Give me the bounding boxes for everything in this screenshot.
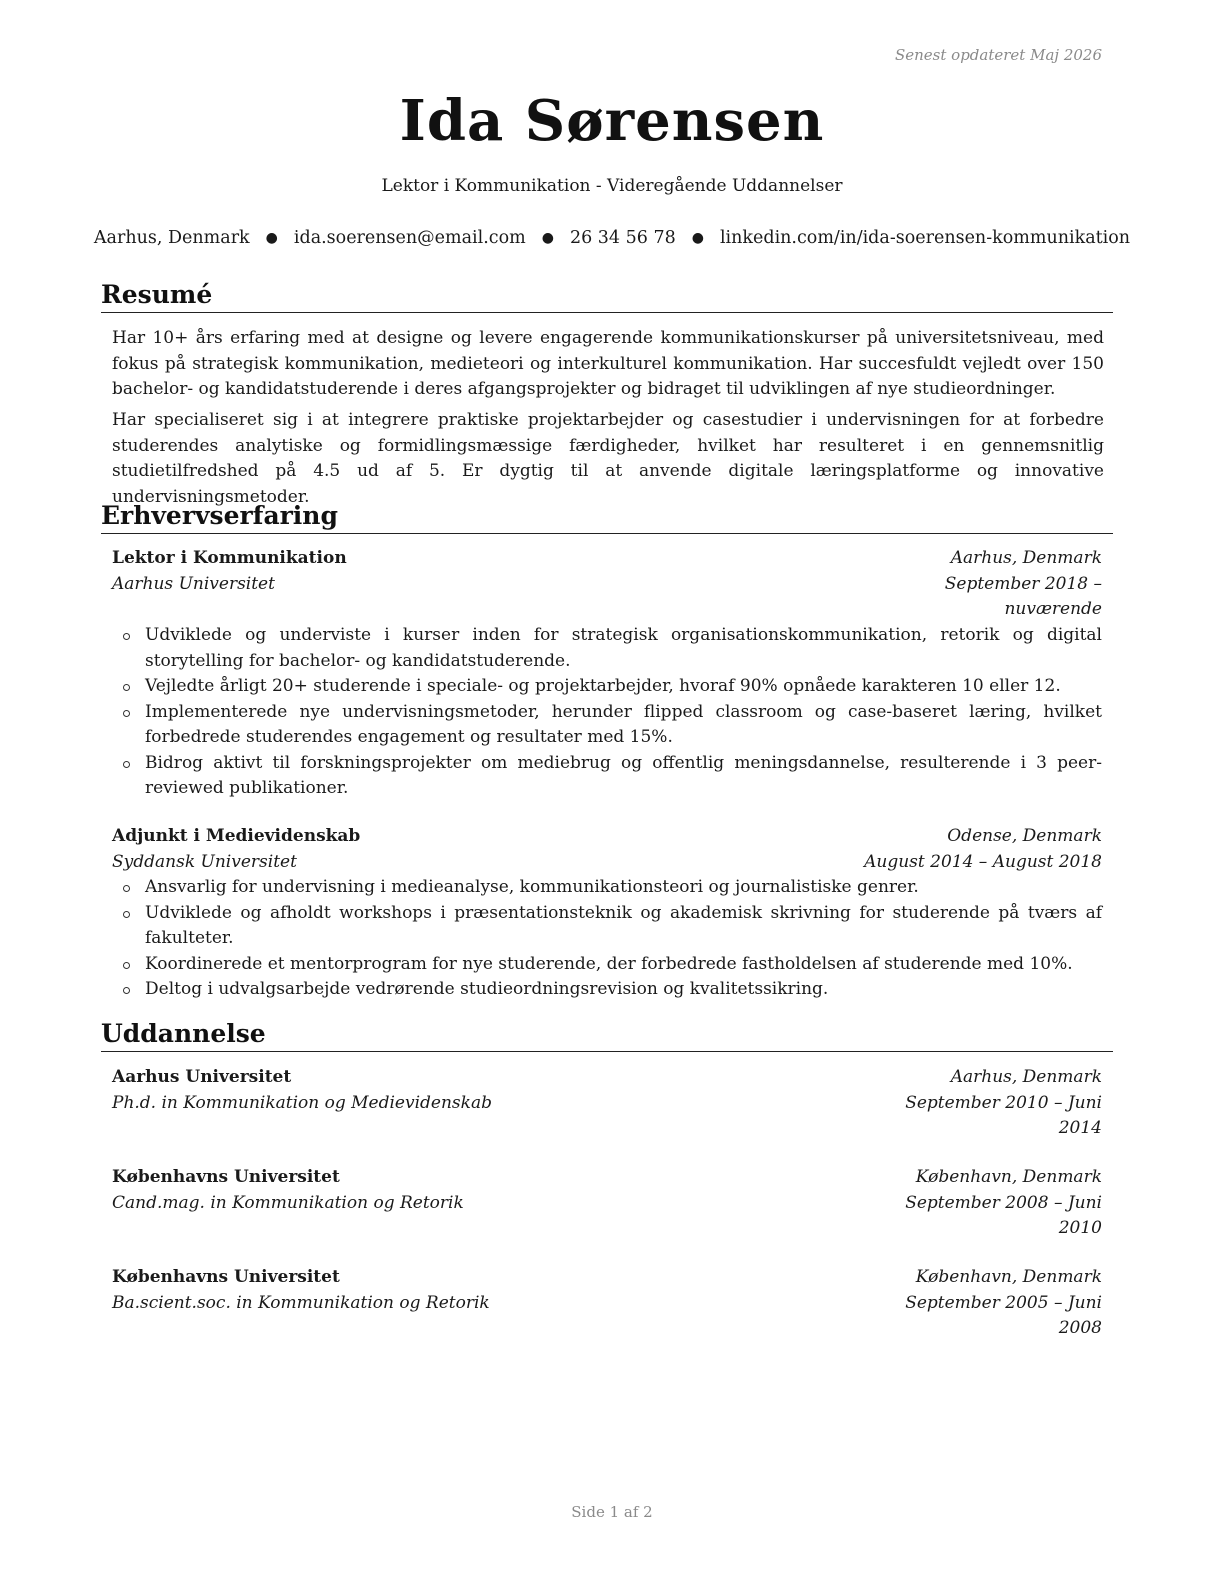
summary-paragraph: Har specialiseret sig i at integrere praktiske projektarbejder og casestudier i undervisningen for at forbedre studerendes analytiske og formidlingsmæssige færdigheder, hvilket har resulteret i en gennemsnitlig studietilfredshed på 4.5 ud af 5. Er dygtig til at anvende digitale læringsplatforme og innovative undervisningsmetoder. xyxy=(112,410,1104,507)
education-degree: Cand.mag. in Kommunikation og Retorik xyxy=(112,1192,464,1213)
section-title-summary: Resumé xyxy=(101,280,1113,313)
separator-dot-icon: ● xyxy=(691,230,704,246)
job-role: Adjunkt i Medievidenskab xyxy=(112,826,361,846)
list-item: Deltog i udvalgsarbejde vedrørende studieordningsrevision og kvalitetssikring. xyxy=(112,977,1102,1003)
section-title-education: Uddannelse xyxy=(101,1019,1113,1052)
page-number: Side 1 af 2 xyxy=(571,1503,653,1521)
education-entry xyxy=(112,1265,1102,1342)
job-bullet-list xyxy=(112,623,1102,802)
job-role: Lektor i Kommunikation xyxy=(112,548,347,568)
summary-paragraph: Har 10+ års erfaring med at designe og levere engagerende kommunikationskurser på universitetsniveau, med fokus på strategisk kommunikation, medieteori og interkulturel kommunikation. Har succesfuldt vejledt over 150 bachelor- og kandidatstuderende i deres afgangsprojekter og bidraget til udviklingen af nye studieordninger. xyxy=(112,328,1104,399)
job-employer: Aarhus Universitet xyxy=(112,573,275,594)
last-updated: Senest opdateret Maj 2026 xyxy=(894,46,1102,64)
education-dates: September 2010 – Juni 2014 xyxy=(905,1092,1102,1138)
job-dates: August 2014 – August 2018 xyxy=(864,851,1102,872)
list-item: Vejledte årligt 20+ studerende i speciale- og projektarbejder, hvoraf 90% opnåede karakteren 10 eller 12. xyxy=(112,674,1102,700)
education-location: København, Denmark xyxy=(915,1167,1102,1187)
list-item: Ansvarlig for undervisning i medieanalyse, kommunikationsteori og journalistiske genrer. xyxy=(112,875,1102,901)
job-employer: Syddansk Universitet xyxy=(112,851,297,872)
job-location: Odense, Denmark xyxy=(947,826,1102,846)
education-degree: Ph.d. in Kommunikation og Medievidenskab xyxy=(112,1092,492,1113)
education-entry xyxy=(112,1065,1102,1142)
education-school: Københavns Universitet xyxy=(112,1267,340,1287)
job-bullet-list xyxy=(112,875,1102,1003)
job-entry xyxy=(112,546,1102,623)
education-location: Aarhus, Denmark xyxy=(950,1067,1102,1087)
education-school: Aarhus Universitet xyxy=(112,1067,292,1087)
contact-phone: 26 34 56 78 xyxy=(569,228,676,248)
contact-location: Aarhus, Denmark xyxy=(93,228,250,248)
education-school: Københavns Universitet xyxy=(112,1167,340,1187)
job-entry xyxy=(112,824,1102,875)
list-item: Bidrog aktivt til forskningsprojekter om mediebrug og offentlig meningsdannelse, resulterende i 3 peer-reviewed publikationer. xyxy=(112,751,1102,802)
education-location: København, Denmark xyxy=(915,1267,1102,1287)
list-item: Implementerede nye undervisningsmetoder, herunder flipped classroom og case-baseret læring, hvilket forbedrede studerendes engagement og resultater med 15%. xyxy=(112,700,1102,751)
education-dates: September 2008 – Juni 2010 xyxy=(905,1192,1102,1238)
contact-line xyxy=(0,228,1224,248)
section-title-experience: Erhvervserfaring xyxy=(101,501,1113,534)
education-dates: September 2005 – Juni 2008 xyxy=(905,1292,1102,1338)
list-item: Udviklede og underviste i kurser inden for strategisk organisationskommunikation, retorik og digital storytelling for bachelor- og kandidatstuderende. xyxy=(112,623,1102,674)
separator-dot-icon: ● xyxy=(265,230,278,246)
job-dates: September 2018 – nuværende xyxy=(944,573,1102,619)
candidate-name: Ida Sørensen xyxy=(399,88,825,154)
education-entry xyxy=(112,1165,1102,1242)
list-item: Udviklede og afholdt workshops i præsentationsteknik og akademisk skrivning for studerende på tværs af fakulteter. xyxy=(112,901,1102,952)
separator-dot-icon: ● xyxy=(541,230,554,246)
job-location: Aarhus, Denmark xyxy=(950,548,1102,568)
contact-email[interactable]: ida.soerensen@email.com xyxy=(293,228,526,248)
list-item: Koordinerede et mentorprogram for nye studerende, der forbedrede fastholdelsen af studerende med 10%. xyxy=(112,952,1102,978)
education-degree: Ba.scient.soc. in Kommunikation og Retorik xyxy=(112,1292,490,1313)
candidate-tagline: Lektor i Kommunikation - Videregående Uddannelser xyxy=(381,176,843,196)
contact-linkedin[interactable]: linkedin.com/in/ida-soerensen-kommunikation xyxy=(719,228,1131,248)
